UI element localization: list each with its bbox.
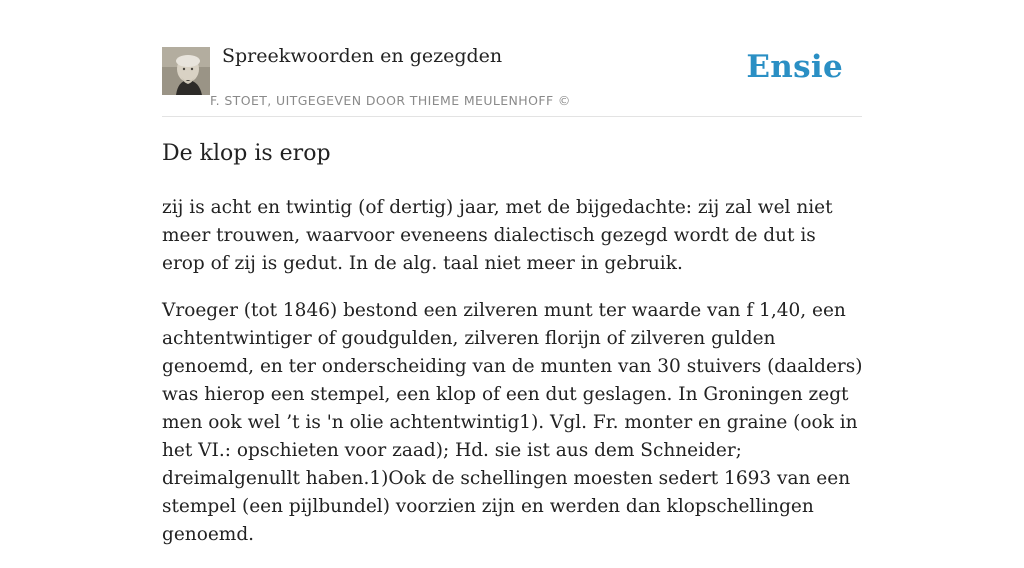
source-subtitle: F. STOET, UITGEGEVEN DOOR THIEME MEULENHOFF © xyxy=(210,93,571,108)
author-portrait-image xyxy=(162,47,210,95)
entry-content xyxy=(162,138,864,568)
entry-headword: De klop is erop xyxy=(162,141,331,166)
entry-paragraph: Vroeger (tot 1846) bestond een zilveren munt ter waarde van f 1,40, een achtentwintiger of goudgulden, zilveren florijn of zilveren gulden genoemd, en ter onderscheiding van de munten van 30 stuivers (daalders) was hierop een stempel, een klop of een dut geslagen. In Groningen zegt men ook wel ’t is 'n olie achtentwintig1). Vgl. Fr. monter en graine (ook in het VI.: opschieten voor zaad); Hd. sie ist aus dem Schneider; dreimalgenullt haben.1)Ook de schellingen moesten sedert 1693 van een stempel (een pijlbundel) voorzien zijn en werden dan klopschellingen genoemd. xyxy=(162,300,863,545)
source-title[interactable]: Spreekwoorden en gezegden xyxy=(222,45,503,67)
ensie-logo[interactable]: Ensie xyxy=(746,49,843,85)
source-header xyxy=(162,44,862,117)
author-avatar[interactable] xyxy=(162,47,210,95)
entry-paragraph: zij is acht en twintig (of dertig) jaar, met de bijgedachte: zij zal wel niet meer trouwen, waarvoor eveneens dialectisch gezegd wordt de dut is erop of zij is gedut. In de alg. taal niet meer in gebruik. xyxy=(162,197,833,274)
